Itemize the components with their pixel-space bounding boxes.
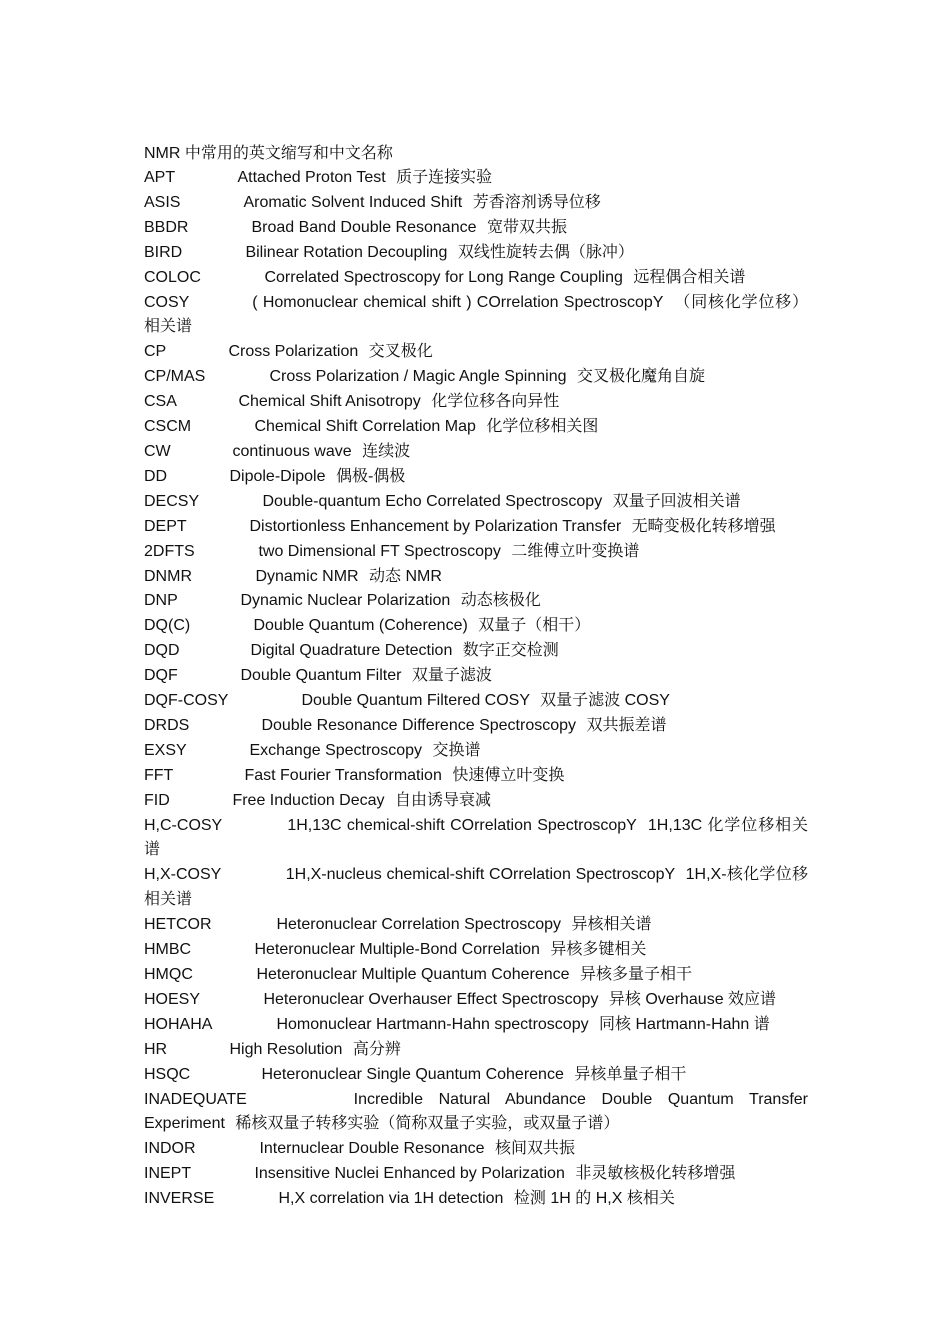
entry-full-name: Exchange Spectroscopy [249,741,422,759]
entry-chinese-name: 1H,13C 化学位移相关谱 [144,816,808,859]
abbreviation-entry [144,166,808,191]
entry-chinese-name: 化学位移各向异性 [431,393,560,411]
abbreviation-entry [144,639,808,664]
entry-chinese-name: 同核 Hartmann-Hahn 谱 [599,1015,770,1033]
abbreviation-entry [144,988,808,1013]
abbreviation-entry [144,565,808,590]
entry-full-name: 1H,13C chemical-shift COrrelation SpectroscopY [287,816,637,834]
entry-full-name: Double Quantum Filtered COSY [301,692,530,710]
entry-abbreviation: INADEQUATE [144,1090,247,1108]
entry-abbreviation: DD [144,467,168,485]
entry-abbreviation: CSCM [144,418,192,436]
entry-chinese-name: 双共振差谱 [586,716,667,734]
entry-abbreviation: H,X-COSY [144,866,222,884]
entry-full-name: H,X correlation via 1H detection [278,1190,504,1208]
abbreviation-entry [144,1038,808,1063]
entry-chinese-name: 自由诱导衰减 [394,791,491,809]
abbreviation-entry [144,365,808,390]
entry-chinese-name: 异核多量子相干 [579,966,692,983]
entry-abbreviation: H,C-COSY [144,816,223,834]
entry-chinese-name: 稀核双量子转移实验（简称双量子实验，或双量子谱） [235,1115,620,1133]
entry-chinese-name: 高分辨 [352,1040,401,1058]
abbreviation-entry [144,714,808,739]
entry-full-name: Heteronuclear Correlation Spectroscopy [276,916,562,934]
entry-chinese-name: 交叉极化魔角自旋 [576,368,705,386]
abbreviation-entry [144,863,808,913]
abbreviation-entry [144,1137,808,1162]
entry-full-name: Free Induction Decay [232,791,385,809]
entry-chinese-name: 交换谱 [432,741,481,759]
entry-full-name: Digital Quadrature Detection [250,642,453,660]
abbreviation-entry [144,515,808,540]
entry-abbreviation: BBDR [144,218,189,236]
entry-chinese-name: 宽带双共振 [486,218,567,236]
abbreviation-entry [144,490,808,515]
abbreviation-entry [144,540,808,565]
entry-abbreviation: HETCOR [144,916,212,934]
entry-full-name: Aromatic Solvent Induced Shift [243,193,463,211]
entry-abbreviation: COSY [144,293,190,311]
entry-chinese-name: 动态核极化 [460,592,541,610]
entry-full-name: Correlated Spectroscopy for Long Range Coupling [264,268,623,286]
abbreviation-entry [144,191,808,216]
entry-chinese-name: 快速傅立叶变换 [452,766,565,784]
abbreviation-entry [144,241,808,266]
entry-chinese-name: 双量子回波相关谱 [612,492,741,510]
entry-full-name: Attached Proton Test [237,169,386,186]
abbreviation-entry [144,664,808,689]
entry-full-name: Homonuclear Hartmann-Hahn spectroscopy [276,1015,589,1033]
entry-full-name: ( Homonuclear chemical shift ) COrrelation SpectroscopY [252,293,664,311]
entry-full-name: Insensitive Nuclei Enhanced by Polarization [254,1165,565,1183]
entry-abbreviation: HMBC [144,941,192,959]
entry-abbreviation: HOHAHA [144,1015,213,1033]
entry-abbreviation: HSQC [144,1065,191,1083]
entry-abbreviation: HOESY [144,990,201,1008]
entry-chinese-name: 核间双共振 [494,1140,575,1158]
entry-chinese-name: 质子连接实验 [396,169,493,186]
entry-full-name: High Resolution [229,1040,343,1058]
entry-chinese-name: （同核化学位移）相关谱 [144,293,808,336]
entry-abbreviation: DECSY [144,492,200,510]
entry-full-name: Heteronuclear Multiple-Bond Correlation [254,941,540,959]
entry-chinese-name: 双量子（相干） [478,617,591,635]
entry-full-name: Cross Polarization / Magic Angle Spinning [269,368,567,386]
entry-full-name: Dipole-Dipole [229,467,326,485]
abbreviation-entry [144,440,808,465]
entry-abbreviation: 2DFTS [144,542,195,560]
entry-full-name: Cross Polarization [228,343,359,361]
abbreviation-entry [144,913,808,938]
entry-chinese-name: 无畸变极化转移增强 [631,517,776,535]
entry-full-name: Bilinear Rotation Decoupling [245,243,448,261]
abbreviation-entry [144,291,808,341]
document-page [144,141,808,1212]
entry-abbreviation: DNMR [144,567,192,585]
entry-abbreviation: INDOR [144,1140,196,1158]
entry-chinese-name: 芳香溶剂诱导位移 [472,193,601,211]
entry-abbreviation: ASIS [144,193,181,211]
entry-chinese-name: 双线性旋转去偶（脉冲） [457,243,634,261]
entry-chinese-name: 异核相关谱 [571,916,652,934]
entry-full-name: Distortionless Enhancement by Polarization Transfer [249,517,622,535]
abbreviation-entry [144,814,808,864]
abbreviation-entry [144,739,808,764]
abbreviation-entry [144,415,808,440]
entry-chinese-name: 连续波 [362,442,411,460]
entry-chinese-name: 偶极-偶极 [335,467,406,485]
entry-full-name: Heteronuclear Single Quantum Coherence [261,1065,564,1083]
entry-full-name: Heteronuclear Multiple Quantum Coherence [256,966,570,983]
entry-chinese-name: 远程偶合相关谱 [633,268,746,286]
abbreviation-entry [144,465,808,490]
entry-chinese-name: 数字正交检测 [462,642,559,660]
entry-abbreviation: CP/MAS [144,368,206,386]
entry-chinese-name: 检测 1H 的 H,X 核相关 [513,1190,675,1208]
entry-chinese-name: 双量子滤波 COSY [540,692,670,710]
entry-abbreviation: CSA [144,393,177,411]
abbreviation-entry [144,1088,808,1138]
entry-chinese-name: 交叉极化 [368,343,433,361]
entry-full-name: two Dimensional FT Spectroscopy [258,542,501,560]
entry-full-name: Incredible Natural Abundance Double Quantum Transfer Experiment [144,1090,808,1133]
entry-full-name: 1H,X-nucleus chemical-shift COrrelation SpectroscopY [285,866,675,884]
abbreviation-entry [144,764,808,789]
abbreviation-entry [144,216,808,241]
entry-abbreviation: FID [144,791,170,809]
entry-full-name: Double Quantum Filter [240,667,402,685]
abbreviation-entry [144,689,808,714]
entry-abbreviation: INEPT [144,1165,192,1183]
abbreviation-entry [144,1162,808,1187]
entry-full-name: continuous wave [232,442,352,460]
entry-full-name: Chemical Shift Correlation Map [254,418,476,436]
entry-abbreviation: INVERSE [144,1190,215,1208]
entry-chinese-name: 双量子滤波 [411,667,492,685]
entry-abbreviation: APT [144,169,176,186]
entry-chinese-name: 异核多键相关 [550,941,647,959]
entry-full-name: Heteronuclear Overhauser Effect Spectroscopy [263,990,599,1008]
abbreviation-entry [144,340,808,365]
abbreviation-entry [144,1063,808,1088]
entry-abbreviation: DQF [144,667,178,685]
entry-chinese-name: 二维傅立叶变换谱 [511,542,640,560]
abbreviation-entry [144,614,808,639]
abbreviation-entry [144,589,808,614]
entry-chinese-name: 动态 NMR [369,567,442,585]
abbreviation-entry [144,266,808,291]
entry-abbreviation: BIRD [144,243,183,261]
entry-full-name: Dynamic Nuclear Polarization [240,592,451,610]
entry-abbreviation: DNP [144,592,178,610]
entry-abbreviation: DQD [144,642,180,660]
entry-abbreviation: EXSY [144,741,187,759]
abbreviation-list [144,166,808,1212]
entry-abbreviation: CW [144,442,171,460]
entry-abbreviation: FFT [144,766,174,784]
entry-full-name: Double-quantum Echo Correlated Spectroscopy [262,492,603,510]
entry-full-name: Chemical Shift Anisotropy [238,393,421,411]
abbreviation-entry [144,963,808,988]
entry-abbreviation: DRDS [144,716,190,734]
entry-abbreviation: DQ(C) [144,617,191,635]
entry-full-name: Double Quantum (Coherence) [253,617,468,635]
entry-chinese-name: 非灵敏核极化转移增强 [575,1165,736,1183]
entry-abbreviation: HR [144,1040,168,1058]
abbreviation-entry [144,789,808,814]
abbreviation-entry [144,1187,808,1212]
entry-full-name: Broad Band Double Resonance [251,218,477,236]
entry-full-name: Double Resonance Difference Spectroscopy [261,716,577,734]
document-title: NMR 中常用的英文缩写和中文名称 [144,145,393,162]
entry-chinese-name: 化学位移相关图 [486,418,599,436]
entry-full-name: Fast Fourier Transformation [244,766,442,784]
abbreviation-entry [144,938,808,963]
abbreviation-entry [144,1013,808,1038]
entry-abbreviation: DEPT [144,517,187,535]
entry-abbreviation: COLOC [144,268,201,286]
entry-full-name: Dynamic NMR [255,567,359,585]
entry-chinese-name: 异核单量子相干 [574,1065,687,1083]
entry-chinese-name: 1H,X-核化学位移相关谱 [144,866,808,909]
entry-abbreviation: CP [144,343,167,361]
entry-abbreviation: DQF-COSY [144,692,229,710]
entry-chinese-name: 异核 Overhause 效应谱 [608,990,777,1008]
abbreviation-entry [144,390,808,415]
entry-full-name: Internuclear Double Resonance [259,1140,485,1158]
entry-abbreviation: HMQC [144,966,193,983]
